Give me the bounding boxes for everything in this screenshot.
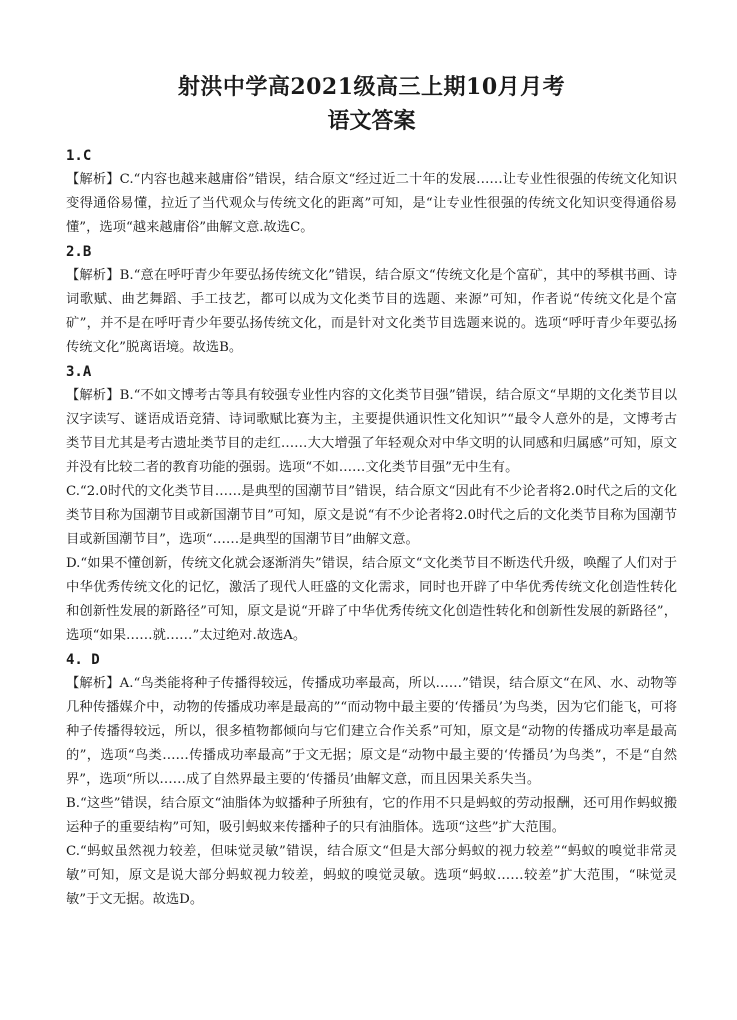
question-3-number: 3.A xyxy=(66,364,92,380)
question-3-analysis-d: D.“如果不懂创新，传统文化就会逐渐消失”错误，结合原文“文化类节目不断迭代升级，唤醒了人们对于中华优秀传统文化的记忆，激活了现代人旺盛的文化需求，同时也开辟了中华优秀传统文化创造性转化和创新性发展的新路径”可知，原文是说“开辟了中华优秀传统文化创造性转化和创新性发展的新路径”，选项“如果……就……”太过绝对.故选A。 xyxy=(66,556,677,643)
question-4-analysis-a: 【解析】A.“鸟类能将种子传播得较远，传播成功率最高，所以……”错误，结合原文“在风、水、动物等几种传播媒介中，动物的传播成功率是最高的”“而动物中最主要的‘传播员’为鸟类，因为它们能飞，可将种子传播得较远，所以，很多植物都倾向与它们建立合作关系”可知，原文是“动物的传播成功率是最高的”，选项“鸟类……传播成功率最高”于文无据；原文是“动物中最主要的‘传播员’为鸟类”，不是“自然界”，选项“所以……成了自然界最主要的‘传播员’曲解文意，而且因果关系失当。 xyxy=(66,676,677,787)
question-3-analysis-b: 【解析】B.“不如文博考古等具有较强专业性内容的文化类节目强”错误，结合原文“早期的文化类节目以汉字读写、谜语成语竞猜、诗词歌赋比赛为主，主要提供通识性文化知识”“最令人意外的是，文博考古类节目尤其是考古遗址类节目的走红……大大增强了年轻观众对中华文明的认同感和归属感”可知，原文并没有比较二者的教育功能的强弱。选项“不如……文化类节目强”无中生有。 xyxy=(66,388,677,475)
document-title: 射洪中学高2021级高三上期10月月考 xyxy=(177,74,566,100)
question-4-analysis-c: C.“蚂蚁虽然视力较差，但味觉灵敏”错误，结合原文“但是大部分蚂蚁的视力较差”“蚂蚁的嗅觉非常灵敏”可知，原文是说大部分蚂蚁视力较差，蚂蚁的嗅觉灵敏。选项“蚂蚁……较差”扩大范围，“味觉灵敏”于文无据。故选D。 xyxy=(66,844,677,907)
question-1-number: 1.C xyxy=(66,148,92,164)
question-3-analysis-c: C.“2.0时代的文化类节目……是典型的国潮节目”错误，结合原文“因此有不少论者将2.0时代之后的文化类节目称为国潮节目或新国潮节目”可知，原文是说“有不少论者将2.0时代之后的文化类节目称为国潮节目或新国潮节目”，选项“……是典型的国潮节目”曲解文意。 xyxy=(66,484,677,547)
question-4-analysis-b: B.“这些”错误，结合原文“油脂体为蚁播种子所独有，它的作用不只是蚂蚁的劳动报酬，还可用作蚂蚁搬运种子的重要结构”可知，吸引蚂蚁来传播种子的只有油脂体。选项“这些”扩大范围。 xyxy=(66,796,677,835)
question-1-block xyxy=(66,144,677,240)
question-4-block xyxy=(66,648,677,912)
question-2-number: 2.B xyxy=(66,244,92,260)
question-3-block xyxy=(66,360,677,648)
question-2-block xyxy=(66,240,677,360)
question-1-analysis: 【解析】C.“内容也越来越庸俗”错误，结合原文“经过近二十年的发展……让专业性很强的传统文化知识变得通俗易懂，拉近了当代观众与传统文化的距离”可知，是“让专业性很强的传统文化知识变得通俗易懂”，选项“越来越庸俗”曲解文意.故选C。 xyxy=(66,172,677,235)
question-4-number: 4. D xyxy=(66,652,100,668)
question-2-analysis: 【解析】B.“意在呼吁青少年要弘扬传统文化”错误，结合原文“传统文化是个富矿，其中的琴棋书画、诗词歌赋、曲艺舞蹈、手工技艺，都可以成为文化类节目的选题、来源”可知，作者说“传统文化是个富矿”，并不是在呼吁青少年要弘扬传统文化，而是针对文化类节目选题来说的。选项“呼吁青少年要弘扬传统文化”脱离语境。故选B。 xyxy=(66,268,677,355)
document-subtitle: 语文答案 xyxy=(327,108,416,134)
